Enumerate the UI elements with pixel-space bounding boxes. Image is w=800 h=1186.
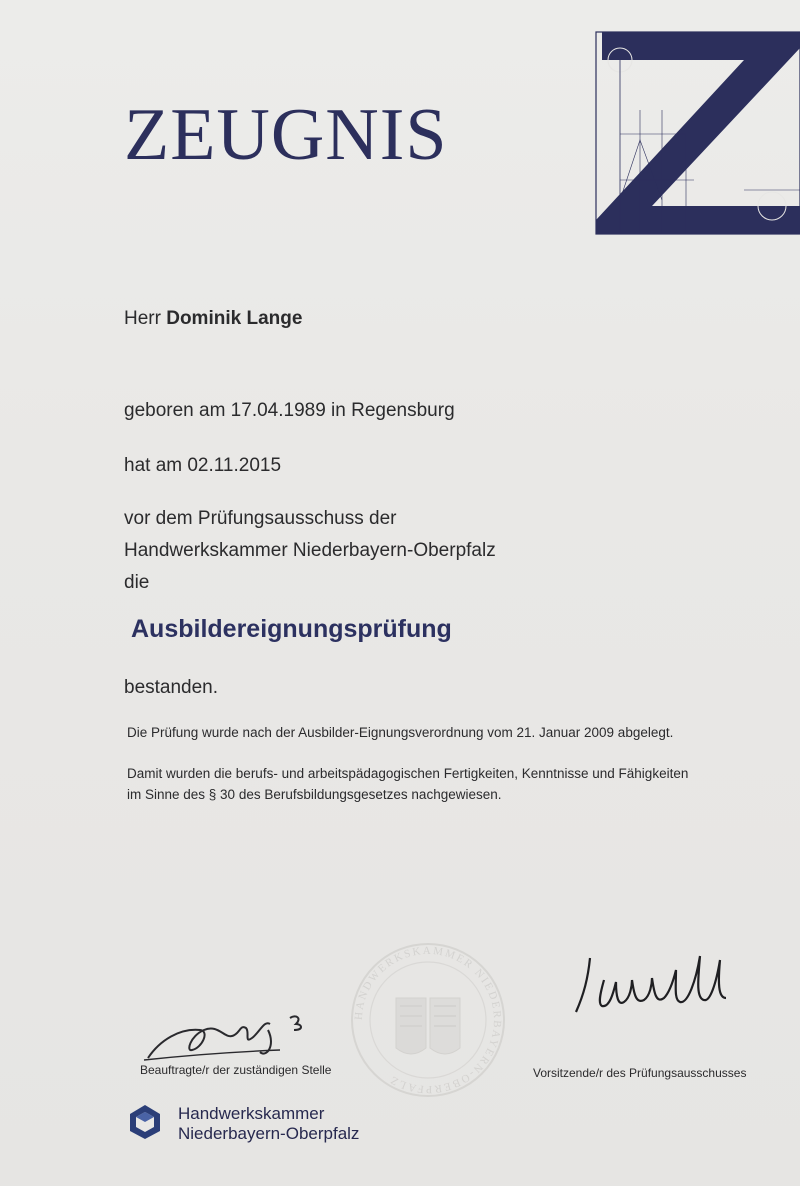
org-name-line-2: Niederbayern-Oberpfalz xyxy=(178,1124,360,1143)
z-emblem-icon xyxy=(594,30,800,236)
svg-text:HANDWERKSKAMMER NIEDERBAYERN-O xyxy=(353,945,503,1095)
skills-line-1: Damit wurden die berufs- und arbeitspädagogischen Fertigkeiten, Kenntnisse und Fähigkeiten xyxy=(127,766,689,781)
left-signature-label: Beauftragte/r der zuständigen Stelle xyxy=(140,1063,332,1077)
committee-line-2: Handwerkskammer Niederbayern-Oberpfalz xyxy=(124,540,496,561)
hwk-logo-icon xyxy=(127,1104,163,1140)
recipient-line xyxy=(124,308,302,330)
committee-line-1: vor dem Prüfungsausschuss der xyxy=(124,508,397,529)
document-title: ZEUGNIS xyxy=(124,94,448,176)
exam-date-line: hat am 02.11.2015 xyxy=(124,455,282,476)
regulation-note: Die Prüfung wurde nach der Ausbilder-Eignungsverordnung vom 21. Januar 2009 abgelegt. xyxy=(127,725,674,740)
org-name-line-1: Handwerkskammer xyxy=(178,1104,325,1123)
exam-name: Ausbildereignungsprüfung xyxy=(131,615,452,643)
recipient-name: Dominik Lange xyxy=(166,308,303,329)
birth-line: geboren am 17.04.1989 in Regensburg xyxy=(124,400,455,421)
seal-text: HANDWERKSKAMMER NIEDERBAYERN-OBERPFALZ xyxy=(352,944,504,1096)
right-signature-icon xyxy=(570,950,760,1020)
result-line: bestanden. xyxy=(124,677,219,698)
left-signature-icon xyxy=(140,1000,340,1066)
article-line: die xyxy=(124,572,150,593)
right-signature-label: Vorsitzende/r des Prüfungsausschusses xyxy=(533,1066,747,1080)
embossed-seal-icon xyxy=(348,940,508,1100)
skills-line-2: im Sinne des § 30 des Berufsbildungsgesetzes nachgewiesen. xyxy=(127,787,502,802)
recipient-salutation: Herr xyxy=(124,308,161,329)
